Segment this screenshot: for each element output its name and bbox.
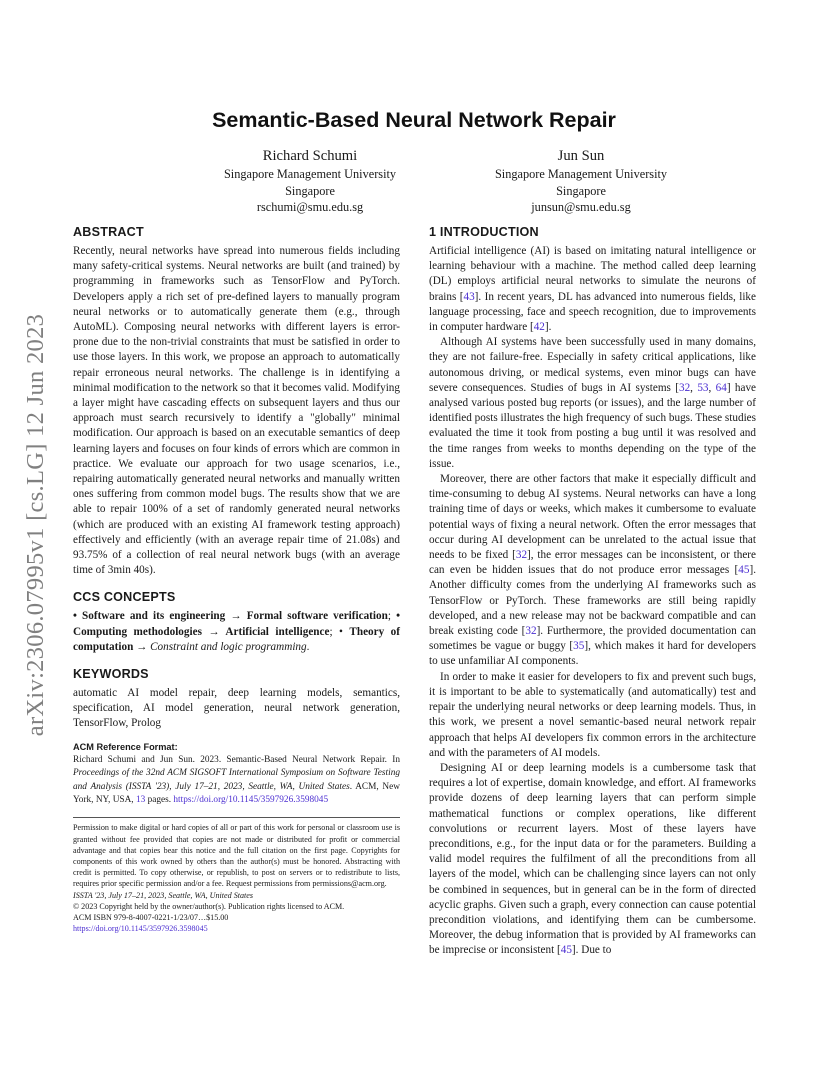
acm-reference-heading: ACM Reference Format: (73, 741, 178, 752)
citation-link[interactable]: 42 (533, 321, 545, 334)
intro-paragraph-1 (429, 244, 756, 335)
right-column (429, 224, 756, 959)
citation-link[interactable]: 43 (463, 290, 475, 303)
ccs-item-theory: Theory of computation (73, 625, 400, 653)
citation-link[interactable]: 45 (560, 944, 572, 957)
author-name: Jun Sun (557, 148, 605, 164)
abstract-text: Recently, neural networks have spread into numerous fields including many safety-critical systems. Neural networks are built (and trained) by programming in frameworks such as TensorFlow and PyTorch. Developers apply a rich set of pre-defined layers to manually program neural networks or to automatically generate them (e.g., through AutoML). Composing neural networks with different layers is error-prone due to the non-trivial constraints that must be satisfied in order to use those layers. In this work, we propose an approach to automatically repair erroneous neural networks. The challenge is in identifying a minimal modification to the network so that it becomes valid. Modifying a layer might have cascading effects on subsequent layers and thus our approach must search recursively to identify a "globally" minimal modification. Our approach is based on an executable semantics of deep learning layers and focuses on four kinds of errors which are common in practice. We evaluate our approach for two usage scenarios, i.e., repairing automatically generated neural networks and manually written ones suffering from common model bugs. The results show that we are able to repair 100% of a set of randomly generated neural networks (which are produced with an existing AI framework testing approach) effectively and efficiently (with an average repair time of 21.08s) and 93.75% of a collection of real neural network bugs (with an average time of 3min 40s). (73, 245, 400, 577)
acm-pages-link[interactable]: 13 (135, 794, 146, 805)
ccs-item-software: • Software and its engineering → Formal software verification (73, 610, 388, 623)
paragraph-text: , (690, 381, 698, 394)
paragraph-text: ]. (544, 321, 552, 334)
author-affiliation: Singapore Management University (494, 167, 668, 181)
paper-title: Semantic-Based Neural Network Repair (212, 108, 616, 132)
permission-notice: Permission to make digital or hard copies of all or part of this work for personal or classroom use is granted without fee provided that copies are not made or distributed for profit or commercial advantage and that copies bear this notice and the full citation on the first page. Copyrights for components of this work owned by others than the author(s) must be honored. Abstracting with credit is permitted. To copy otherwise, or republish, to post on servers or to redistribute to lists, requires prior specific permission and/or a fee. Request permissions from permissions@acm.org. (73, 823, 400, 889)
paragraph-text: Although AI systems have been successfully used in many domains, they are not failure-free. Especially in safety critical applications, like autonomous driving, or medical systems, even minor bugs can have severe consequences. Studies of bugs in AI systems [ (429, 336, 756, 394)
arxiv-identifier: arXiv:2306.07995v1 [cs.LG] 12 Jun 2023 (22, 313, 50, 737)
paragraph-text: , (708, 381, 716, 394)
keywords-text: automatic AI model repair, deep learning models, semantics, specification, AI model generation, neural network generation, TensorFlow, Prolog (73, 687, 400, 730)
author-block-2 (431, 147, 731, 216)
paragraph-text: ]. In recent years, DL has advanced into numerous fields, like language processing, face and speech recognition, due to improvements in computer hardware [ (429, 290, 756, 334)
paragraph-text: ], which makes it hard for developers to use unfamiliar AI components. (429, 640, 756, 668)
arxiv-side-stamp (14, 290, 58, 760)
citation-link[interactable]: 53 (697, 381, 709, 394)
paragraph-text: ] have analysed various posted bug reports (or issues), and the large number of identified posts illustrates the high frequency of such bugs. These studies evaluated the time it took from posting a bug until it was resolved and the time ranges from weeks to months depending on the type of the issue. (429, 381, 757, 470)
author-block-1 (160, 147, 460, 216)
permission-copyright: © 2023 Copyright held by the owner/author(s). Publication rights licensed to ACM. (73, 901, 345, 911)
author-affiliation: Singapore Management University (223, 167, 397, 181)
left-column (73, 224, 400, 934)
permission-isbn: ACM ISBN 979-8-4007-0221-1/23/07…$15.00 (73, 912, 229, 922)
author-email: junsun@smu.edu.sg (531, 200, 631, 214)
author-country: Singapore (285, 183, 335, 198)
intro-paragraph-4 (429, 670, 756, 761)
citation-link[interactable]: 64 (715, 381, 727, 394)
author-country: Singapore (556, 183, 606, 198)
paragraph-text: Designing AI or deep learning models is a cumbersome task that requires a lot of expertise, domain knowledge, and effort. AI frameworks provide dozens of deep learning layers that can perform simple mathematical functions or complex operations, like different convolutions or recurrent layers. Most of these layers have preconditions, e.g., for the input data or for the parameters. Building a valid model requires the fulfilment of all the preconditions from all layers of the model, which can be challenging since layers can not only be combined in sequences, but in general can be in the form of directed acyclic graphs. Given such a graph, every connection can cause potential precondition violations, and identifying them can be cumbersome. Moreover, the debug information that is provided by AI frameworks can be imprecise or inconsistent [ (429, 761, 756, 957)
citation-link[interactable]: 35 (573, 640, 585, 653)
abstract-heading: ABSTRACT (73, 225, 144, 239)
paragraph-text: ]. Another difficulty comes from the underlying AI frameworks such as TensorFlow or PyTorch. These frameworks are still being rapidly developed, and a new release may not be backward compatible and can break existing code [ (429, 564, 756, 638)
intro-paragraph-2 (429, 335, 756, 472)
ccs-item-computing: • Computing methodologies → Artificial intelligence (73, 610, 401, 638)
ccs-concepts: • Software and its engineering → Formal software verification; • Computing methodologies → Artificial intelligence; • Theory of computation → Constraint and logic programming. (73, 610, 401, 653)
intro-paragraph-3 (429, 472, 756, 670)
acm-doi-link[interactable]: https://doi.org/10.1145/3597926.3598045 (173, 794, 329, 805)
acm-proceedings: Proceedings of the 32nd ACM SIGSOFT International Symposium on Software Testing and Analysis (ISSTA '23), July 17–21, 2023, Seattle, WA, United States (73, 768, 400, 792)
paragraph-text: ]. Furthermore, the provided documentation can sometimes be vague or buggy [ (429, 625, 756, 653)
citation-link[interactable]: 32 (525, 625, 537, 638)
ccs-item-theory-sub: Constraint and logic programming (150, 640, 307, 653)
citation-link[interactable]: 45 (738, 564, 750, 577)
author-email: rschumi@smu.edu.sg (256, 200, 364, 214)
ccs-heading: CCS CONCEPTS (73, 590, 176, 605)
author-name: Richard Schumi (262, 148, 358, 164)
paragraph-text: In order to make it easier for developers to fix and prevent such bugs, it is important to be able to systematically (and automatically) test and repair the underlying neural networks or deep learning models. Thus, in this work, we present a novel semantic-based neural network repair approach that helps AI developers fix common errors in the architecture and with the parameters of AI models. (429, 670, 756, 759)
citation-link[interactable]: 32 (678, 381, 691, 394)
paragraph-text: ]. Due to (571, 944, 612, 957)
paragraph-text: Artificial intelligence (AI) is based on imitating natural intelligence or learning behaviour with a machine. The method called deep learning (DL) employs artificial neural networks to simulate the neurons of brains [ (429, 245, 756, 303)
intro-paragraph-5 (429, 761, 756, 959)
permission-venue: ISSTA '23, July 17–21, 2023, Seattle, WA, United States (73, 890, 254, 900)
permission-doi-link[interactable]: https://doi.org/10.1145/3597926.3598045 (73, 924, 208, 934)
keywords-heading: KEYWORDS (73, 667, 149, 682)
paragraph-text: Moreover, there are other factors that make it especially difficult and time-consuming to debug AI systems. Neural networks can have a long training time of days or weeks, which makes it cumbersome to evaluate potential ways of fixing a neural network. Often the error messages that occur during AI development can be unrelated to the actual issue that needs to be fixed [ (429, 473, 756, 562)
citation-link[interactable]: 32 (515, 549, 528, 562)
paragraph-text: ], the error messages can be inconsistent, or there can even be hidden issues that do not produce error messages [ (429, 549, 756, 577)
acm-reference-text: Richard Schumi and Jun Sun. 2023. Semantic-Based Neural Network Repair. In Proceedings of the 32nd ACM SIGSOFT International Symposium on Software Testing and Analysis (ISSTA '23), July 17–21, 2023, Seattle, WA, United States. ACM, New York, NY, USA, 13 pages. https://doi.org/10.1145/3597926.3598045 (73, 754, 400, 805)
introduction-heading: 1 INTRODUCTION (429, 225, 539, 239)
